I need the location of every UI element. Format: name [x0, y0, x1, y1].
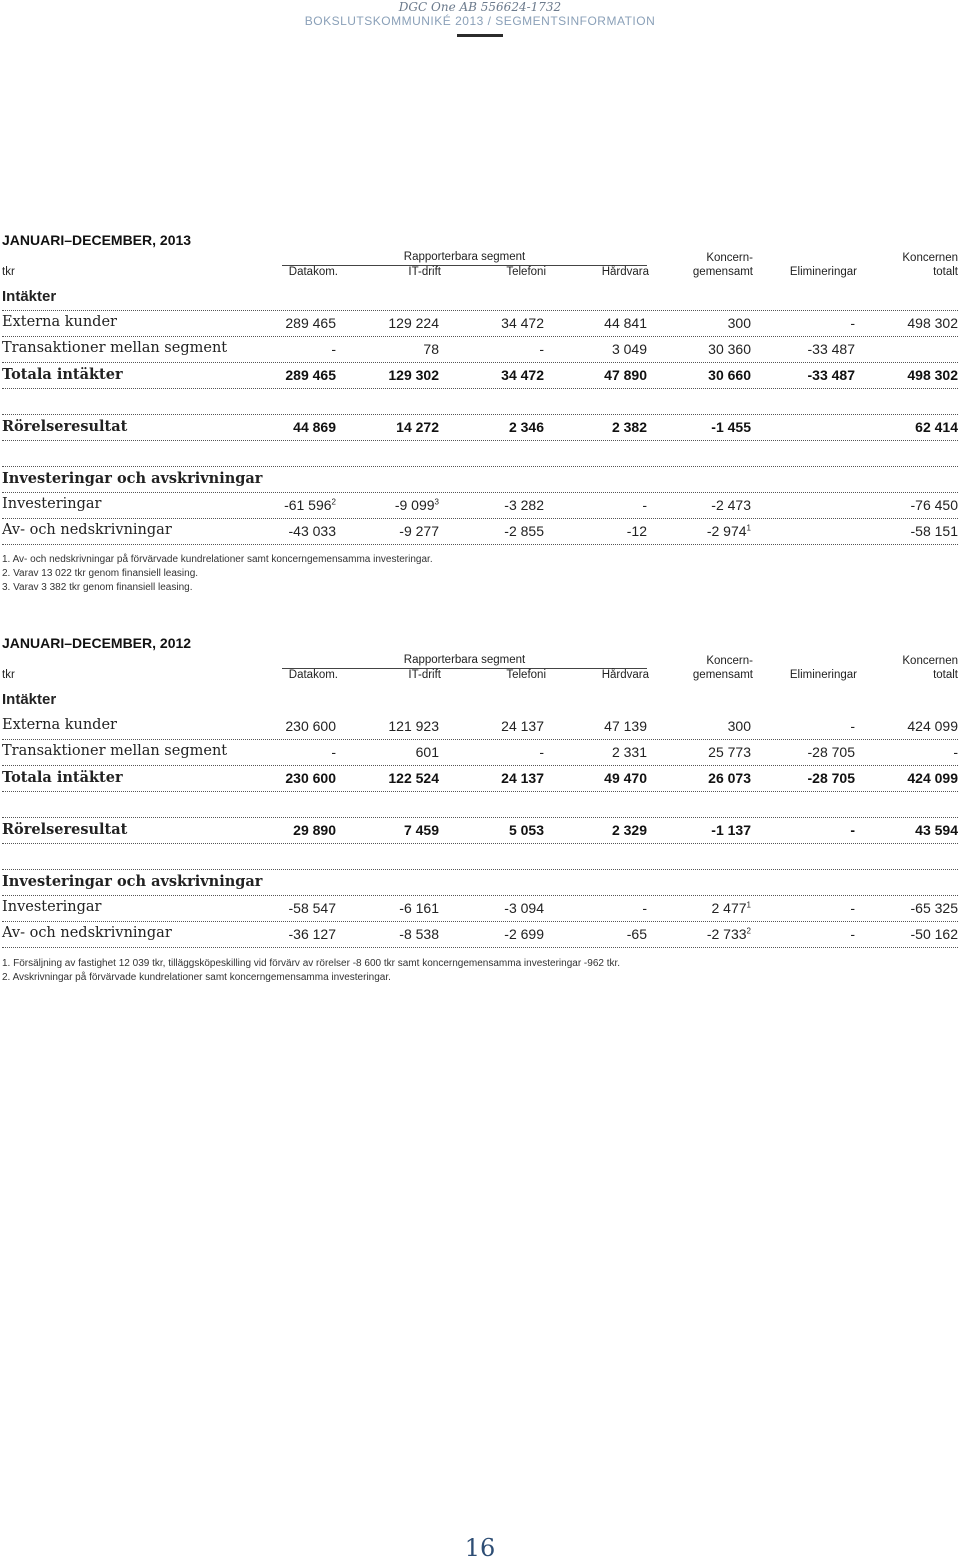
cell: -	[539, 744, 544, 760]
cell: 44 869	[293, 419, 336, 435]
page-number: 16	[464, 1534, 496, 1562]
cell: -2 855	[504, 523, 544, 539]
cell: 34 472	[501, 367, 544, 383]
cell: -76 450	[910, 497, 958, 513]
cell: -61 $596^2$	[284, 497, 336, 513]
cell: -2 $733^2$	[706, 926, 751, 942]
cell: 289 465	[285, 367, 336, 383]
row-label: Intäkter	[2, 288, 57, 305]
col-koncernen-totalt-1: Koncernen	[902, 252, 958, 264]
cell: 43 594	[915, 822, 958, 838]
cell: 30 660	[708, 367, 751, 383]
row-label: Investeringar	[2, 496, 102, 512]
cell: 2 346	[508, 419, 544, 435]
section-title: JANUARI–DECEMBER, 2013	[2, 232, 192, 248]
col-itdrift: IT-drift	[408, 669, 441, 681]
cell: -12	[626, 523, 647, 539]
cell: -65 325	[910, 900, 958, 916]
col-datakom: Datakom.	[288, 669, 338, 681]
row-label: Externa kunder	[2, 314, 117, 330]
row-label: Investeringar och avskrivningar	[2, 470, 263, 487]
table-row	[2, 492, 958, 519]
footnote-ref: 1	[746, 523, 751, 533]
col-koncern-gemensamt-2: gemensamt	[692, 266, 753, 278]
row-label: Transaktioner mellan segment	[2, 743, 228, 759]
row-label: Transaktioner mellan segment	[2, 340, 228, 356]
cell: -	[850, 718, 855, 734]
cell: -65	[626, 926, 647, 942]
col-elimineringar: Elimineringar	[789, 266, 857, 278]
row-label: Rörelseresultat	[2, 418, 128, 435]
cell: -	[953, 744, 958, 760]
cell: 2 $477^1$	[711, 900, 751, 916]
cell: -33 487	[807, 341, 855, 357]
cell: 47 890	[604, 367, 647, 383]
row-label: Intäkter	[2, 691, 57, 708]
cell: 7 459	[403, 822, 439, 838]
cell: 3 049	[611, 341, 647, 357]
col-telefoni: Telefoni	[506, 266, 546, 278]
cell: 5 053	[508, 822, 544, 838]
col-koncernen-totalt-1: Koncernen	[902, 655, 958, 667]
row-label: Investeringar och avskrivningar	[2, 873, 263, 890]
cell: 289 465	[285, 315, 336, 331]
cell: 2 329	[611, 822, 647, 838]
cell: 498 302	[907, 367, 958, 383]
cell: -	[850, 315, 855, 331]
cell: 2 331	[611, 744, 647, 760]
cell: -3 094	[504, 900, 544, 916]
row-label: Av- och nedskrivningar	[2, 522, 172, 538]
table-row	[2, 713, 958, 740]
segment-group-label: Rapporterbara segment	[403, 251, 526, 263]
table-row	[2, 739, 958, 766]
cell: -2 699	[504, 926, 544, 942]
cell: 26 073	[708, 770, 751, 786]
cell: 129 302	[388, 367, 439, 383]
cell: 601	[415, 744, 439, 760]
col-koncern-gemensamt-1: Koncern-	[706, 655, 753, 667]
cell: 424 099	[907, 718, 958, 734]
cell: 122 524	[388, 770, 439, 786]
cell: -2 473	[711, 497, 751, 513]
table-row	[2, 336, 958, 363]
cell: 14 272	[396, 419, 439, 435]
cell: 2 382	[611, 419, 647, 435]
footnote-ref: 3	[434, 497, 439, 507]
table-row	[2, 310, 958, 337]
cell: 498 302	[907, 315, 958, 331]
document-header: BOKSLUTSKOMMUNIKÉ 2013 / SEGMENTSINFORMATION	[304, 14, 656, 28]
cell: 300	[727, 315, 751, 331]
cell: 34 472	[501, 315, 544, 331]
cell: 121 923	[388, 718, 439, 734]
heading-row-intakter	[2, 687, 958, 713]
cell: -1 455	[711, 419, 751, 435]
cell: 230 600	[285, 770, 336, 786]
cell: 62 414	[915, 419, 958, 435]
cell: -	[850, 926, 855, 942]
cell: -8 538	[399, 926, 439, 942]
table-row	[2, 921, 958, 948]
spacer-row	[2, 843, 958, 870]
section-title: JANUARI–DECEMBER, 2012	[2, 635, 192, 651]
footnote-ref: 1	[746, 900, 751, 910]
heading-row-intakter	[2, 284, 958, 311]
table-row-rorelseresultat	[2, 817, 958, 844]
footnote: 1. Av- och nedskrivningar på förvärvade kundrelationer samt koncerngemensamma investeringar.	[2, 554, 433, 565]
cell: 44 841	[604, 315, 647, 331]
table-row	[2, 895, 958, 922]
row-label: Externa kunder	[2, 717, 117, 733]
cell: 78	[423, 341, 439, 357]
cell: -28 705	[807, 744, 855, 760]
cell: -28 705	[807, 770, 855, 786]
col-telefoni: Telefoni	[506, 669, 546, 681]
cell: -3 282	[504, 497, 544, 513]
cell: -33 487	[807, 367, 855, 383]
cell: 129 224	[388, 315, 439, 331]
col-koncern-gemensamt-2: gemensamt	[692, 669, 753, 681]
company-header: DGC One AB 556624-1732	[398, 0, 562, 14]
cell: -	[642, 900, 647, 916]
spacer-row	[2, 791, 958, 818]
cell: -9 $099^3$	[394, 497, 439, 513]
col-hardvara: Hårdvara	[601, 266, 649, 278]
cell: -58 151	[910, 523, 958, 539]
cell: -6 161	[399, 900, 439, 916]
footnote: 1. Försäljning av fastighet 12 039 tkr, tilläggsköpeskilling vid förvärv av rörelser -8 600 tkr samt koncerngemensamma investeringar -962 tkr.	[2, 958, 621, 969]
cell: -	[539, 341, 544, 357]
cell: 49 470	[604, 770, 647, 786]
cell: 424 099	[907, 770, 958, 786]
cell: -2 $974^1$	[706, 523, 751, 539]
header-rule	[457, 34, 503, 37]
cell: -50 162	[910, 926, 958, 942]
cell: -58 547	[288, 900, 336, 916]
table-row-rorelseresultat	[2, 414, 958, 441]
cell: -	[850, 822, 855, 838]
col-itdrift: IT-drift	[408, 266, 441, 278]
cell: -	[850, 900, 855, 916]
cell: -9 277	[399, 523, 439, 539]
footnote: 2. Avskrivningar på förvärvade kundrelationer samt koncerngemensamma investeringar.	[2, 972, 391, 983]
table-row-total	[2, 765, 958, 792]
cell: 24 137	[501, 770, 544, 786]
cell: -43 033	[288, 523, 336, 539]
segment-group-label: Rapporterbara segment	[403, 654, 526, 666]
footnote-ref: 2	[746, 926, 751, 936]
row-label: Totala intäkter	[2, 366, 123, 383]
footnote: 3. Varav 3 382 tkr genom finansiell leasing.	[2, 582, 193, 593]
table-row-total	[2, 362, 958, 389]
cell: 30 360	[708, 341, 751, 357]
footnote-ref: 2	[331, 497, 336, 507]
row-label: Rörelseresultat	[2, 821, 128, 838]
cell: 24 137	[501, 718, 544, 734]
table-row	[2, 518, 958, 545]
col-elimineringar: Elimineringar	[789, 669, 857, 681]
cell: -	[331, 744, 336, 760]
spacer-row	[2, 388, 958, 415]
heading-row-investeringar	[2, 869, 958, 896]
cell: 29 890	[293, 822, 336, 838]
col-unit: tkr	[2, 266, 15, 278]
row-label: Investeringar	[2, 899, 102, 915]
col-koncernen-totalt-2: totalt	[933, 669, 958, 681]
cell: -36 127	[288, 926, 336, 942]
cell: -	[331, 341, 336, 357]
cell: 25 773	[708, 744, 751, 760]
col-datakom: Datakom.	[288, 266, 338, 278]
col-unit: tkr	[2, 669, 15, 681]
cell: 230 600	[285, 718, 336, 734]
col-koncern-gemensamt-1: Koncern-	[706, 252, 753, 264]
cell: -	[642, 497, 647, 513]
row-label: Totala intäkter	[2, 769, 123, 786]
cell: 300	[727, 718, 751, 734]
spacer-row	[2, 440, 958, 467]
cell: -1 137	[711, 822, 751, 838]
row-label: Av- och nedskrivningar	[2, 925, 172, 941]
col-koncernen-totalt-2: totalt	[933, 266, 958, 278]
footnote: 2. Varav 13 022 tkr genom finansiell leasing.	[2, 568, 199, 579]
cell: 47 139	[604, 718, 647, 734]
col-hardvara: Hårdvara	[601, 669, 649, 681]
heading-row-investeringar	[2, 466, 958, 493]
